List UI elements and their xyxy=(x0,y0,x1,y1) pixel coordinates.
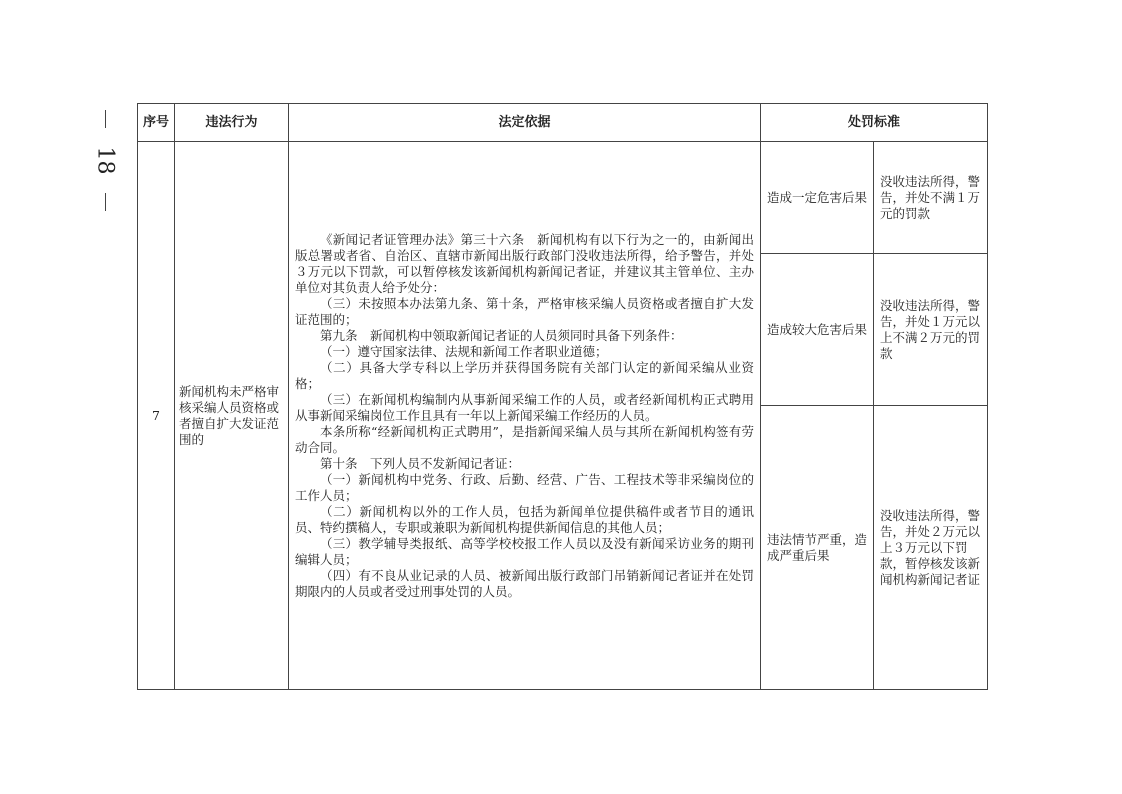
header-no: 序号 xyxy=(138,104,175,142)
header-legal-basis: 法定依据 xyxy=(289,104,761,142)
basis-para: 《新闻记者证管理办法》第三十六条 新闻机构有以下行为之一的，由新闻出版总署或者省、自治区、直辖市新闻出版行政部门没收违法所得，给予警告，并处３万元以下罚款，可以暂停核发该新闻机构新闻记者证，并建议其主管单位、主办单位对其负责人给予处分： xyxy=(295,231,754,295)
basis-para: 第十条 下列人员不发新闻记者证： xyxy=(320,455,521,471)
page-number-text: 18 xyxy=(92,146,118,175)
penalty-text: 没收违法所得，警告，并处１万元以上不满２万元的罚款 xyxy=(874,254,988,406)
penalty-text: 没收违法所得，警告，并处不满１万元的罚款 xyxy=(874,142,988,254)
violation-text: 新闻机构未严格审核采编人员资格或者擅自扩大发证范围的 xyxy=(175,142,289,690)
header-row xyxy=(138,104,988,142)
page-number xyxy=(90,110,120,220)
basis-para: 第九条 新闻机构中领取新闻记者证的人员须同时具备下列条件： xyxy=(320,327,683,343)
legal-basis-text xyxy=(295,232,754,600)
legal-basis-cell xyxy=(289,142,761,690)
severity-level: 造成较大危害后果 xyxy=(761,254,874,406)
basis-para: （三）未按照本办法第九条、第十条，严格审核采编人员资格或者擅自扩大发证范围的； xyxy=(295,295,754,327)
basis-para: （一）遵守国家法律、法规和新闻工作者职业道德； xyxy=(320,343,608,359)
severity-level: 造成一定危害后果 xyxy=(761,142,874,254)
basis-para: （二）新闻机构以外的工作人员，包括为新闻单位提供稿件或者节目的通讯员、特约撰稿人，专职或兼职为新闻机构提供新闻信息的其他人员； xyxy=(295,503,754,535)
basis-para: （四）有不良从业记录的人员、被新闻出版行政部门吊销新闻记者证并在处罚期限内的人员或者受过刑事处罚的人员。 xyxy=(295,567,754,599)
table-row xyxy=(138,142,988,254)
penalty-text: 没收违法所得，警告，并处２万元以上３万元以下罚款，暂停核发该新闻机构新闻记者证 xyxy=(874,406,988,690)
page-number-dash-top xyxy=(105,110,106,128)
page-number-dash-bottom xyxy=(105,193,106,211)
basis-para: 本条所称“经新闻机构正式聘用”，是指新闻采编人员与其所在新闻机构签有劳动合同。 xyxy=(295,423,754,455)
basis-para: （二）具备大学专科以上学历并获得国务院有关部门认定的新闻采编从业资格； xyxy=(295,359,754,391)
basis-para: （三）教学辅导类报纸、高等学校校报工作人员以及没有新闻采访业务的期刊编辑人员； xyxy=(295,535,754,567)
basis-para: （三）在新闻机构编制内从事新闻采编工作的人员，或者经新闻机构正式聘用从事新闻采编岗位工作且具有一年以上新闻采编工作经历的人员。 xyxy=(295,391,754,423)
header-penalty-standard: 处罚标准 xyxy=(761,104,988,142)
penalty-table xyxy=(137,103,988,690)
basis-para: （一）新闻机构中党务、行政、后勤、经营、广告、工程技术等非采编岗位的工作人员； xyxy=(295,471,754,503)
header-violation: 违法行为 xyxy=(175,104,289,142)
severity-level: 违法情节严重，造成严重后果 xyxy=(761,406,874,690)
row-number: 7 xyxy=(138,142,175,690)
